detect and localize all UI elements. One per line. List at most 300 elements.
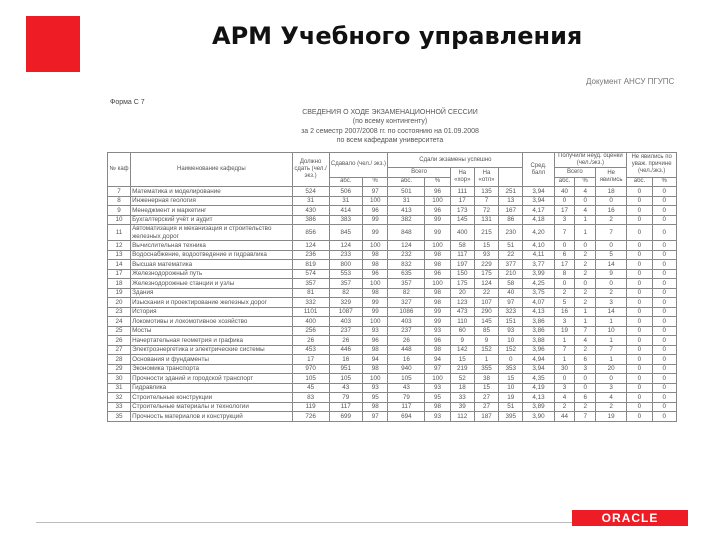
table-cell: 52 [450, 374, 474, 384]
table-cell: 17 [450, 196, 474, 206]
table-cell: 7 [108, 187, 131, 197]
table-cell: 726 [292, 412, 329, 422]
table-cell: 0 [652, 260, 676, 270]
table-cell: 3,99 [523, 269, 554, 279]
table-cell: 0 [652, 307, 676, 317]
table-cell: 3 [554, 215, 575, 225]
table-cell: 0 [575, 374, 596, 384]
table-cell: 0 [627, 187, 652, 197]
table-cell: 72 [474, 206, 498, 216]
table-cell: 7 [596, 225, 627, 241]
table-cell: 3,96 [523, 345, 554, 355]
table-row [108, 402, 677, 412]
table-cell: 58 [450, 241, 474, 251]
table-cell: 4,19 [523, 383, 554, 393]
session-report-table [107, 152, 677, 422]
table-cell: 18 [450, 383, 474, 393]
table-cell: 100 [363, 241, 388, 251]
table-cell: 19 [596, 412, 627, 422]
table-cell: 9 [450, 336, 474, 346]
table-cell: 100 [425, 279, 450, 289]
table-cell: 5 [554, 298, 575, 308]
header-unsat-noshow: Не явились [596, 168, 627, 187]
table-cell: 94 [425, 355, 450, 365]
table-cell: 23 [108, 307, 131, 317]
table-cell: 135 [474, 187, 498, 197]
table-cell: 3 [554, 383, 575, 393]
table-cell: 29 [108, 364, 131, 374]
table-cell: 3 [575, 364, 596, 374]
dept-name-cell: Локомотивы и локомотивное хозяйство [131, 317, 293, 327]
table-cell: 79 [329, 393, 362, 403]
table-cell: 96 [363, 336, 388, 346]
dept-name-cell: Железнодорожные станции и узлы [131, 279, 293, 289]
dept-name-cell: Изыскания и проектирование железных дорог [131, 298, 293, 308]
table-row [108, 298, 677, 308]
header-results-all: Всего [388, 168, 450, 178]
table-cell: 3,75 [523, 288, 554, 298]
table-cell: 100 [363, 317, 388, 327]
table-cell: 96 [425, 206, 450, 216]
table-cell: 152 [499, 345, 523, 355]
table-cell: 230 [499, 225, 523, 241]
table-row [108, 206, 677, 216]
table-cell: 0 [499, 355, 523, 365]
header-results: Сдали экзамены успешно [388, 153, 523, 168]
table-cell: 4 [575, 336, 596, 346]
table-cell: 98 [363, 364, 388, 374]
table-cell: 0 [652, 269, 676, 279]
table-cell: 395 [499, 412, 523, 422]
table-cell: 0 [652, 412, 676, 422]
table-cell: 4,13 [523, 393, 554, 403]
table-cell: 9 [474, 336, 498, 346]
table-cell: 8 [108, 196, 131, 206]
table-cell: 15 [474, 241, 498, 251]
table-cell: 694 [388, 412, 425, 422]
dept-name-cell: Математика и моделирование [131, 187, 293, 197]
table-cell: 97 [363, 187, 388, 197]
table-cell: 0 [652, 225, 676, 241]
table-cell: 0 [627, 260, 652, 270]
table-cell: 0 [652, 374, 676, 384]
table-cell: 94 [363, 355, 388, 365]
table-cell: 0 [627, 241, 652, 251]
table-cell: 16 [329, 355, 362, 365]
table-cell: 4 [575, 187, 596, 197]
header-results-pct: % [425, 177, 450, 187]
table-cell: 0 [652, 241, 676, 251]
header-passed: Сдавало (чел./ экз.) [329, 153, 388, 178]
header-dept-no: № каф [108, 153, 131, 187]
table-cell: 3,77 [523, 260, 554, 270]
table-cell: 0 [627, 269, 652, 279]
table-cell: 4 [575, 206, 596, 216]
table-cell: 99 [363, 215, 388, 225]
table-cell: 99 [363, 225, 388, 241]
dept-name-cell: Автоматизация и механизация и строительство железных дорог [131, 225, 293, 241]
table-cell: 131 [474, 215, 498, 225]
table-cell: 82 [329, 288, 362, 298]
table-cell: 100 [363, 279, 388, 289]
table-cell: 15 [474, 383, 498, 393]
header-unsat-all: Всего [554, 168, 596, 178]
table-cell: 22 [499, 250, 523, 260]
form-label: Форма С 7 [110, 99, 145, 106]
table-cell: 819 [292, 260, 329, 270]
table-cell: 332 [292, 298, 329, 308]
table-cell: 16 [554, 307, 575, 317]
document-source-note: Документ АНСУ ПГУПС [586, 77, 675, 86]
table-cell: 232 [388, 250, 425, 260]
table-cell: 100 [425, 241, 450, 251]
table-cell: 413 [388, 206, 425, 216]
table-cell: 17 [554, 206, 575, 216]
table-cell: 39 [450, 402, 474, 412]
table-cell: 2 [575, 250, 596, 260]
table-cell: 60 [450, 326, 474, 336]
table-cell: 0 [554, 241, 575, 251]
table-cell: 0 [627, 402, 652, 412]
table-cell: 100 [363, 374, 388, 384]
table-row [108, 317, 677, 327]
table-cell: 0 [596, 196, 627, 206]
table-cell: 4,13 [523, 307, 554, 317]
table-cell: 383 [329, 215, 362, 225]
table-cell: 38 [474, 374, 498, 384]
table-cell: 501 [388, 187, 425, 197]
table-cell: 111 [450, 187, 474, 197]
table-cell: 105 [329, 374, 362, 384]
table-cell: 197 [450, 260, 474, 270]
table-cell: 832 [388, 260, 425, 270]
table-cell: 33 [108, 402, 131, 412]
table-cell: 237 [388, 326, 425, 336]
dept-name-cell: Железнодорожный путь [131, 269, 293, 279]
slide-title: АРМ Учебного управления [212, 22, 583, 50]
table-cell: 0 [652, 187, 676, 197]
table-cell: 2 [554, 402, 575, 412]
table-cell: 145 [474, 317, 498, 327]
table-row [108, 241, 677, 251]
table-cell: 845 [329, 225, 362, 241]
table-cell: 7 [474, 196, 498, 206]
table-cell: 1 [575, 215, 596, 225]
table-cell: 30 [554, 364, 575, 374]
table-cell: 0 [627, 250, 652, 260]
table-cell: 26 [329, 336, 362, 346]
table-cell: 14 [596, 307, 627, 317]
table-cell: 99 [425, 215, 450, 225]
report-body [108, 187, 677, 422]
table-cell: 473 [450, 307, 474, 317]
table-cell: 51 [499, 241, 523, 251]
table-cell: 251 [499, 187, 523, 197]
table-cell: 4,17 [523, 206, 554, 216]
table-cell: 98 [425, 345, 450, 355]
dept-name-cell: Вычислительная техника [131, 241, 293, 251]
table-cell: 15 [499, 374, 523, 384]
table-cell: 40 [554, 187, 575, 197]
brand-red-block [26, 16, 80, 72]
table-cell: 99 [425, 307, 450, 317]
dept-name-cell: Строительные материалы и технологии [131, 402, 293, 412]
table-cell: 93 [474, 250, 498, 260]
table-cell: 100 [425, 374, 450, 384]
table-cell: 123 [450, 298, 474, 308]
table-cell: 19 [554, 326, 575, 336]
table-cell: 0 [627, 225, 652, 241]
header-avg-score: Сред. балл [523, 153, 554, 187]
table-cell: 0 [652, 326, 676, 336]
table-cell: 43 [388, 383, 425, 393]
table-cell: 2 [575, 269, 596, 279]
table-cell: 20 [108, 298, 131, 308]
table-cell: 355 [474, 364, 498, 374]
table-cell: 3,94 [523, 187, 554, 197]
table-cell: 2 [575, 345, 596, 355]
table-cell: 7 [554, 225, 575, 241]
table-cell: 0 [596, 279, 627, 289]
dept-name-cell: Строительные конструкции [131, 393, 293, 403]
table-cell: 1 [474, 355, 498, 365]
table-cell: 105 [388, 374, 425, 384]
table-cell: 82 [388, 288, 425, 298]
table-cell: 98 [363, 260, 388, 270]
header-passed-pct: % [363, 177, 388, 187]
table-cell: 20 [596, 364, 627, 374]
table-cell: 45 [292, 383, 329, 393]
dept-name-cell: Инженерная геология [131, 196, 293, 206]
table-cell: 0 [652, 402, 676, 412]
table-cell: 97 [499, 298, 523, 308]
table-cell: 0 [627, 383, 652, 393]
table-cell: 635 [388, 269, 425, 279]
table-cell: 117 [329, 402, 362, 412]
table-cell: 31 [329, 196, 362, 206]
table-cell: 99 [425, 317, 450, 327]
table-cell: 98 [425, 402, 450, 412]
table-cell: 382 [388, 215, 425, 225]
table-row [108, 393, 677, 403]
table-cell: 43 [329, 383, 362, 393]
table-row [108, 326, 677, 336]
report-heading-line: СВЕДЕНИЯ О ХОДЕ ЭКЗАМЕНАЦИОННОЙ СЕССИИ [302, 109, 478, 116]
table-cell: 98 [363, 402, 388, 412]
table-cell: 3,89 [523, 402, 554, 412]
table-row [108, 279, 677, 289]
table-cell: 86 [499, 215, 523, 225]
header-unsat-pct: % [575, 177, 596, 187]
table-cell: 3,94 [523, 196, 554, 206]
table-cell: 0 [575, 196, 596, 206]
table-cell: 0 [652, 288, 676, 298]
table-cell: 329 [329, 298, 362, 308]
table-row [108, 345, 677, 355]
table-cell: 27 [474, 393, 498, 403]
table-cell: 414 [329, 206, 362, 216]
table-cell: 1 [596, 317, 627, 327]
table-cell: 0 [575, 383, 596, 393]
table-cell: 4,10 [523, 241, 554, 251]
dept-name-cell: Высшая математика [131, 260, 293, 270]
table-row [108, 374, 677, 384]
table-cell: 97 [363, 412, 388, 422]
header-good: На «хор» [450, 168, 474, 187]
table-cell: 99 [425, 225, 450, 241]
table-cell: 124 [388, 241, 425, 251]
table-cell: 96 [425, 336, 450, 346]
table-cell: 219 [450, 364, 474, 374]
table-row [108, 225, 677, 241]
dept-name-cell: Гидравлика [131, 383, 293, 393]
table-cell: 3 [596, 298, 627, 308]
report-heading-line: (по всему контингенту) [352, 118, 428, 126]
table-cell: 4 [554, 393, 575, 403]
table-cell: 98 [425, 260, 450, 270]
dept-name-cell: Менеджмент и маркетинг [131, 206, 293, 216]
table-cell: 2 [575, 288, 596, 298]
table-cell: 17 [554, 260, 575, 270]
dept-name-cell: Мосты [131, 326, 293, 336]
table-cell: 16 [388, 355, 425, 365]
table-cell: 2 [596, 215, 627, 225]
table-cell: 0 [652, 355, 676, 365]
table-row [108, 364, 677, 374]
table-cell: 96 [425, 187, 450, 197]
table-cell: 0 [627, 336, 652, 346]
table-cell: 9 [108, 206, 131, 216]
table-cell: 0 [652, 345, 676, 355]
table-cell: 0 [627, 364, 652, 374]
table-cell: 0 [627, 279, 652, 289]
table-cell: 26 [388, 336, 425, 346]
table-cell: 167 [499, 206, 523, 216]
table-cell: 0 [627, 355, 652, 365]
table-cell: 2 [596, 402, 627, 412]
table-cell: 93 [363, 326, 388, 336]
table-cell: 96 [363, 206, 388, 216]
table-cell: 1 [554, 336, 575, 346]
table-cell: 323 [499, 307, 523, 317]
table-cell: 0 [627, 317, 652, 327]
table-cell: 9 [596, 269, 627, 279]
table-row [108, 336, 677, 346]
table-cell: 187 [474, 412, 498, 422]
dept-name-cell: Экономика транспорта [131, 364, 293, 374]
table-cell: 6 [575, 355, 596, 365]
table-cell: 0 [652, 298, 676, 308]
table-cell: 93 [425, 412, 450, 422]
table-cell: 940 [388, 364, 425, 374]
table-cell: 0 [652, 196, 676, 206]
table-cell: 145 [450, 215, 474, 225]
table-cell: 7 [575, 412, 596, 422]
table-cell: 1087 [329, 307, 362, 317]
table-cell: 13 [108, 250, 131, 260]
dept-name-cell: Водоснабжение, водоотведение и гидравлика [131, 250, 293, 260]
table-cell: 0 [627, 288, 652, 298]
table-cell: 13 [499, 196, 523, 206]
table-cell: 0 [652, 317, 676, 327]
table-cell: 3,86 [523, 317, 554, 327]
header-noshow-abs: абс. [627, 177, 652, 187]
table-cell: 93 [425, 383, 450, 393]
dept-name-cell: Основания и фундаменты [131, 355, 293, 365]
table-cell: 1 [575, 225, 596, 241]
table-cell: 848 [388, 225, 425, 241]
table-cell: 400 [450, 225, 474, 241]
table-cell: 4,25 [523, 279, 554, 289]
table-cell: 1 [596, 355, 627, 365]
table-row [108, 307, 677, 317]
table-cell: 215 [474, 225, 498, 241]
dept-name-cell: Здания [131, 288, 293, 298]
table-cell: 506 [329, 187, 362, 197]
header-results-abs: абс. [388, 177, 425, 187]
table-cell: 17 [292, 355, 329, 365]
table-cell: 17 [108, 269, 131, 279]
table-cell: 35 [108, 412, 131, 422]
table-cell: 0 [652, 364, 676, 374]
table-cell: 124 [292, 241, 329, 251]
table-cell: 0 [627, 298, 652, 308]
table-row [108, 383, 677, 393]
table-cell: 0 [627, 393, 652, 403]
table-cell: 99 [363, 307, 388, 317]
table-row [108, 215, 677, 225]
table-cell: 699 [329, 412, 362, 422]
table-cell: 970 [292, 364, 329, 374]
table-cell: 2 [596, 288, 627, 298]
table-cell: 951 [329, 364, 362, 374]
table-cell: 2 [575, 402, 596, 412]
table-cell: 3,94 [523, 364, 554, 374]
table-cell: 95 [425, 393, 450, 403]
table-cell: 112 [450, 412, 474, 422]
table-cell: 24 [108, 317, 131, 327]
table-cell: 4,20 [523, 225, 554, 241]
table-cell: 7 [596, 345, 627, 355]
table-cell: 236 [292, 250, 329, 260]
table-cell: 0 [596, 374, 627, 384]
table-cell: 0 [596, 241, 627, 251]
table-cell: 28 [108, 355, 131, 365]
table-cell: 856 [292, 225, 329, 241]
table-cell: 0 [652, 250, 676, 260]
table-cell: 4,94 [523, 355, 554, 365]
table-cell: 18 [596, 187, 627, 197]
dept-name-cell: Прочности зданий и городской транспорт [131, 374, 293, 384]
table-cell: 0 [652, 383, 676, 393]
table-cell: 85 [474, 326, 498, 336]
table-cell: 8 [554, 269, 575, 279]
table-cell: 6 [554, 250, 575, 260]
table-cell: 1101 [292, 307, 329, 317]
table-cell: 100 [363, 196, 388, 206]
table-cell: 44 [554, 412, 575, 422]
table-cell: 22 [474, 288, 498, 298]
report-heading-line: за 2 семестр 2007/2008 гг. по состоянию на 01.09.2008 [301, 127, 479, 135]
table-cell: 20 [450, 288, 474, 298]
table-cell: 0 [575, 279, 596, 289]
table-cell: 124 [474, 279, 498, 289]
table-cell: 0 [652, 279, 676, 289]
table-cell: 96 [425, 269, 450, 279]
table-cell: 11 [108, 225, 131, 241]
table-cell: 58 [499, 279, 523, 289]
dept-name-cell: Начертательная геометрия и графика [131, 336, 293, 346]
